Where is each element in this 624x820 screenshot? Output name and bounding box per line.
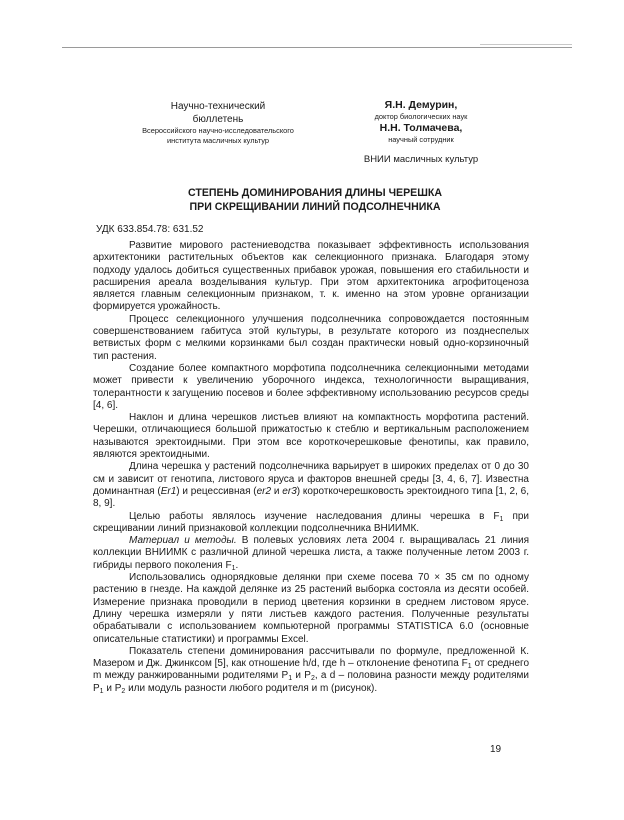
journal-title-line2: бюллетень <box>192 114 244 125</box>
article-title <box>120 186 510 214</box>
gene-symbol: er2 <box>256 485 272 497</box>
paragraph: Наклон и длина черешков листьев влияют на компактность морфотипа растений. Черешки, отличающиеся большой прижатостью к стеблю и вертикальным расположением называются эректоидными. При этом все короткочерешковые фенотипы, как правило, являются эректоидными. <box>93 412 529 461</box>
paragraph: Целью работы являлось изучение наследования длины черешка в $F_1$ при скрещивании линий признаковой коллекции подсолнечника ВНИИМК. <box>93 510 530 534</box>
udk-code: УДК 633.854.78: 631.52 <box>96 224 204 235</box>
author-institute: ВНИИ масличных культур <box>363 154 479 165</box>
author-name: Н.Н. Толмачева, <box>379 122 463 134</box>
section-heading: Материал и методы. <box>129 535 237 547</box>
paragraph: Материал и методы. В полевых условиях лета 2004 г. выращивалась 21 линия коллекции ВНИИМК с различной длиной черешка листа, а также полученные летом 2003 г. гибриды первого поколения $F_1$. <box>93 535 529 572</box>
journal-publisher-line1: Всероссийского научно-исследовательского <box>142 126 294 135</box>
paragraph: Показатель степени доминирования рассчитывали по формуле, предложенной К. Мазером и Дж. Джинксом [5], как отношение h/d, где h – отклонение фенотипа $F_1$ от среднего m между ранжированными родителями $P_1$ и $P_2$, а d – половина разности между родителями $P_1$ и $P_2$ или модуль разности любого родителя и m (рисунок). <box>93 645 530 695</box>
authors-block <box>346 99 496 166</box>
journal-publisher-line2: института масличных культур <box>167 136 269 145</box>
journal-header <box>138 100 298 146</box>
author-role: доктор биологических наук <box>374 112 468 121</box>
paragraph: Создание более компактного морфотипа подсолнечника селекционными методами может привести к увеличению уборочного индекса, технологичности выращивания, толерантности к загущению посевов и более эффективному использованию ресурсов среды [4, 6]. <box>93 362 529 411</box>
author-role: научный сотрудник <box>388 135 454 144</box>
top-rule-fragment <box>480 44 572 45</box>
paragraph: Длина черешка у растений подсолнечника варьирует в широких пределах от 0 до 30 см и зависит от генотипа, листового яруса и факторов внешней среды [3, 4, 6, 7]. Известна доминантная (Er1) и рецессивная (er2 и er3) короткочерешковость эректоидного типа [1, 2, 6, 8, 9]. <box>93 461 529 510</box>
paragraph: Процесс селекционного улучшения подсолнечника сопровождается постоянным совершенствованием габитуса этой культуры, в результате которого из позднеспелых ветвистых форм с мелкими корзинками был создан практически новый одно-корзиночный тип растения. <box>93 313 529 362</box>
page-number: 19 <box>490 744 502 755</box>
author-name: Я.Н. Демурин, <box>384 99 458 111</box>
top-rule <box>62 47 572 48</box>
journal-title-line1: Научно-технический <box>170 101 266 112</box>
article-title-line2: ПРИ СКРЕЩИВАНИИ ЛИНИЙ ПОДСОЛНЕЧНИКА <box>189 201 441 213</box>
paragraph: Развитие мирового растениеводства показывает эффективность использования архитектоники растительных объектов как селекционного признака. Благодаря этому подходу удалось добиться существенных прибавок урожая, повышения его стабильности и расширения ареала возделывания культур. При этом архитектоника агрофитоценоза является главным селекционным признаком, т. к. именно на этом уровне организации формируется урожайность. <box>93 240 529 313</box>
article-title-line1: СТЕПЕНЬ ДОМИНИРОВАНИЯ ДЛИНЫ ЧЕРЕШКА <box>187 187 443 199</box>
gene-symbol: Er1 <box>160 485 177 497</box>
paragraph: Использовались однорядковые делянки при схеме посева 70 × 35 см по одному растению в гнезде. На каждой делянке из 25 растений выборка состояла из десяти особей. Измерение признака проводили в период цветения корзинки в среднем листовом ярусе. Длину черешка измеряли у пяти листьев каждого растения. Полученные результаты обрабатывали с использованием компьютерной программы STATISTICA 6.0 (основные описательные статистики) и программы Excel. <box>93 572 529 645</box>
gene-symbol: er3 <box>282 485 297 497</box>
article-body <box>93 240 529 695</box>
